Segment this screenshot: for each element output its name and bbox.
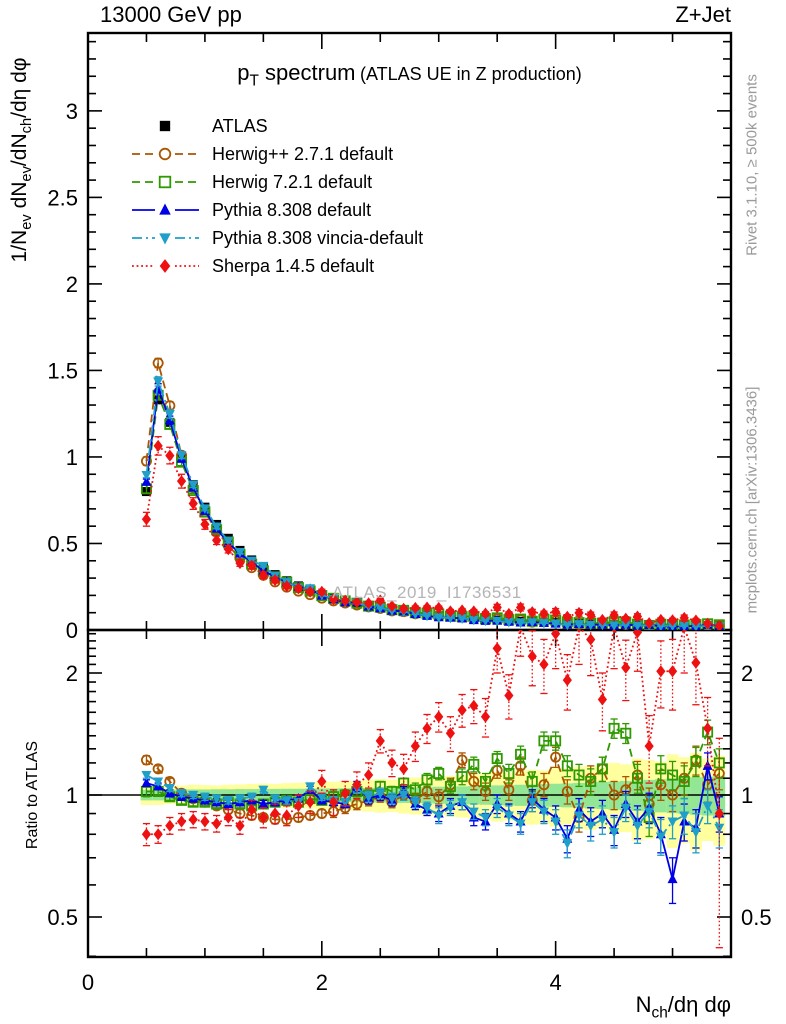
x-axis-title: $N_{ch}/d\eta$ dφ xyxy=(635,992,731,1022)
legend-label: Herwig++ 2.7.1 default xyxy=(212,143,394,164)
svg-text:1.5: 1.5 xyxy=(47,358,78,384)
svg-text:0.5: 0.5 xyxy=(47,905,78,930)
legend-item xyxy=(128,224,423,252)
process-label: Z+Jet xyxy=(675,2,731,27)
ratio-panel-series xyxy=(141,590,724,947)
svg-text:0: 0 xyxy=(81,970,95,995)
svg-text:0: 0 xyxy=(65,618,78,643)
plot-title-main: $p_T$ spectrum xyxy=(237,60,356,90)
legend-label: Pythia 8.308 default xyxy=(212,199,372,220)
mcplots-attribution-note: mcplots.cern.ch [arXiv:1306.3436] xyxy=(743,386,761,614)
svg-text:2: 2 xyxy=(741,661,754,686)
y-axis-title: $1/N_{ev}$ $dN_{ev}/dN_{ch}/d\eta$ dφ xyxy=(8,57,36,263)
legend-item xyxy=(128,112,423,140)
legend-label: ATLAS xyxy=(212,115,268,136)
rivet-version-note: Rivet 3.1.10, ≥ 500k events xyxy=(743,74,761,256)
legend-label: Pythia 8.308 vincia-default xyxy=(212,227,424,248)
legend-marker-atlas xyxy=(128,116,203,136)
legend-marker-herwigpp xyxy=(128,144,203,164)
legend-item xyxy=(128,252,423,280)
legend-label: Sherpa 1.4.5 default xyxy=(212,255,375,276)
beam-energy-label: 13000 GeV pp xyxy=(100,2,242,27)
svg-text:2: 2 xyxy=(65,661,78,686)
ratio-axis-title: Ratio to ATLAS xyxy=(24,740,41,850)
legend-item xyxy=(128,196,423,224)
svg-text:2.5: 2.5 xyxy=(47,185,78,211)
plot-title-sub: (ATLAS UE in Z production) xyxy=(359,64,582,84)
legend-marker-sherpa xyxy=(128,256,203,276)
svg-text:1: 1 xyxy=(65,444,78,470)
plot-title xyxy=(88,60,731,90)
legend-marker-vincia xyxy=(128,228,203,248)
legend-marker-pythia xyxy=(128,200,203,220)
svg-text:1: 1 xyxy=(741,783,754,808)
legend-marker-herwig7 xyxy=(128,172,203,192)
watermark-analysis-id: ATLAS_2019_I1736531 xyxy=(332,583,522,602)
svg-text:1: 1 xyxy=(65,783,78,808)
legend-label: Herwig 7.2.1 default xyxy=(212,171,373,192)
svg-text:3: 3 xyxy=(65,98,78,124)
svg-text:4: 4 xyxy=(549,970,562,995)
legend-item xyxy=(128,168,423,196)
svg-text:2: 2 xyxy=(65,271,78,297)
legend xyxy=(128,112,423,280)
legend-item xyxy=(128,140,423,168)
svg-text:0.5: 0.5 xyxy=(47,531,78,557)
svg-text:2: 2 xyxy=(315,970,328,995)
svg-text:0.5: 0.5 xyxy=(741,905,772,930)
